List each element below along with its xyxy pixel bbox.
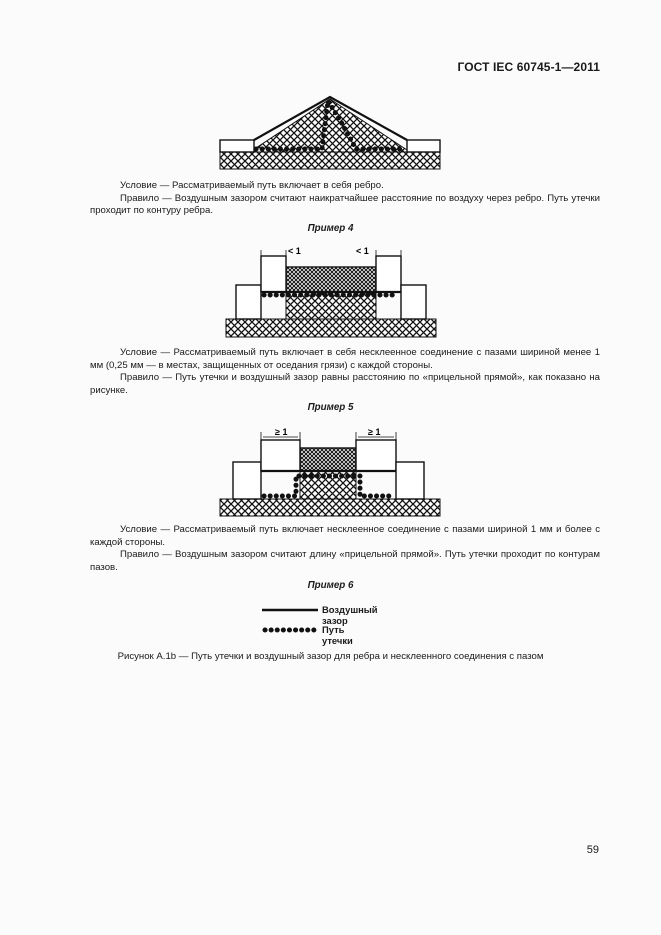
condition-text: Условие — Рассматриваемый путь включает в себя ребро. — [120, 180, 384, 191]
right-part — [401, 285, 426, 319]
rib-left-part — [220, 140, 254, 152]
figure-groove-narrow — [0, 240, 661, 340]
right-part — [396, 462, 424, 499]
right-step — [376, 256, 401, 292]
gap-label-left: < 1 — [288, 246, 301, 256]
right-step — [356, 440, 396, 471]
section-1 — [90, 180, 600, 218]
legend-creepage-label: Путь утечки — [322, 624, 353, 646]
section-3 — [90, 524, 600, 574]
figure-groove-wide — [0, 420, 661, 520]
page-number: 59 — [586, 844, 599, 856]
legend-air-gap-label: Воздушный зазор — [322, 604, 378, 626]
example-label: Пример 4 — [307, 223, 354, 234]
figure-rib — [0, 92, 661, 172]
left-part — [236, 285, 261, 319]
center-upper — [286, 267, 376, 292]
example-label: Пример 5 — [307, 402, 354, 413]
figure-caption: Рисунок А.1b — Путь утечки и воздушный зазор для ребра и несклеенного соединения с пазом — [117, 651, 544, 662]
left-part — [233, 462, 261, 499]
gap-label-right: < 1 — [356, 246, 369, 256]
gap-label-left: ≥ 1 — [275, 427, 288, 437]
rule-text: Правило — Путь утечки и воздушный зазор равны расстоянию по «прицельной прямой», как показано на рисунке. — [90, 372, 600, 396]
standard-header: ГОСТ IEC 60745-1—2011 — [457, 60, 600, 74]
rib-right-part — [407, 140, 440, 152]
dotted-line-icon — [262, 624, 322, 636]
left-step — [261, 440, 300, 471]
section-2 — [90, 347, 600, 397]
rule-text: Правило — Воздушным зазором считают длину «прицельной прямой». Путь утечки проходит по контурам пазов. — [90, 549, 600, 573]
base — [226, 319, 436, 337]
left-step — [261, 256, 286, 292]
example-label: Пример 6 — [307, 580, 354, 591]
condition-text: Условие — Рассматриваемый путь включает несклеенное соединение с пазами шириной 1 мм и более с каждой стороны. — [90, 524, 600, 548]
gap-label-right: ≥ 1 — [368, 427, 381, 437]
base — [220, 499, 440, 516]
solid-line-icon — [262, 604, 322, 616]
rib-base — [220, 152, 440, 169]
center-upper — [300, 448, 356, 471]
rule-text: Правило — Воздушным зазором считают наикратчайшее расстояние по воздуху через ребро. Путь утечки проходит по контуру ребра. — [90, 192, 600, 217]
condition-text: Условие — Рассматриваемый путь включает в себя несклеенное соединение с пазами шириной менее 1 мм (0,25 мм — в местах, защищенных от оседания грязи) с каждой стороны. — [90, 347, 600, 371]
